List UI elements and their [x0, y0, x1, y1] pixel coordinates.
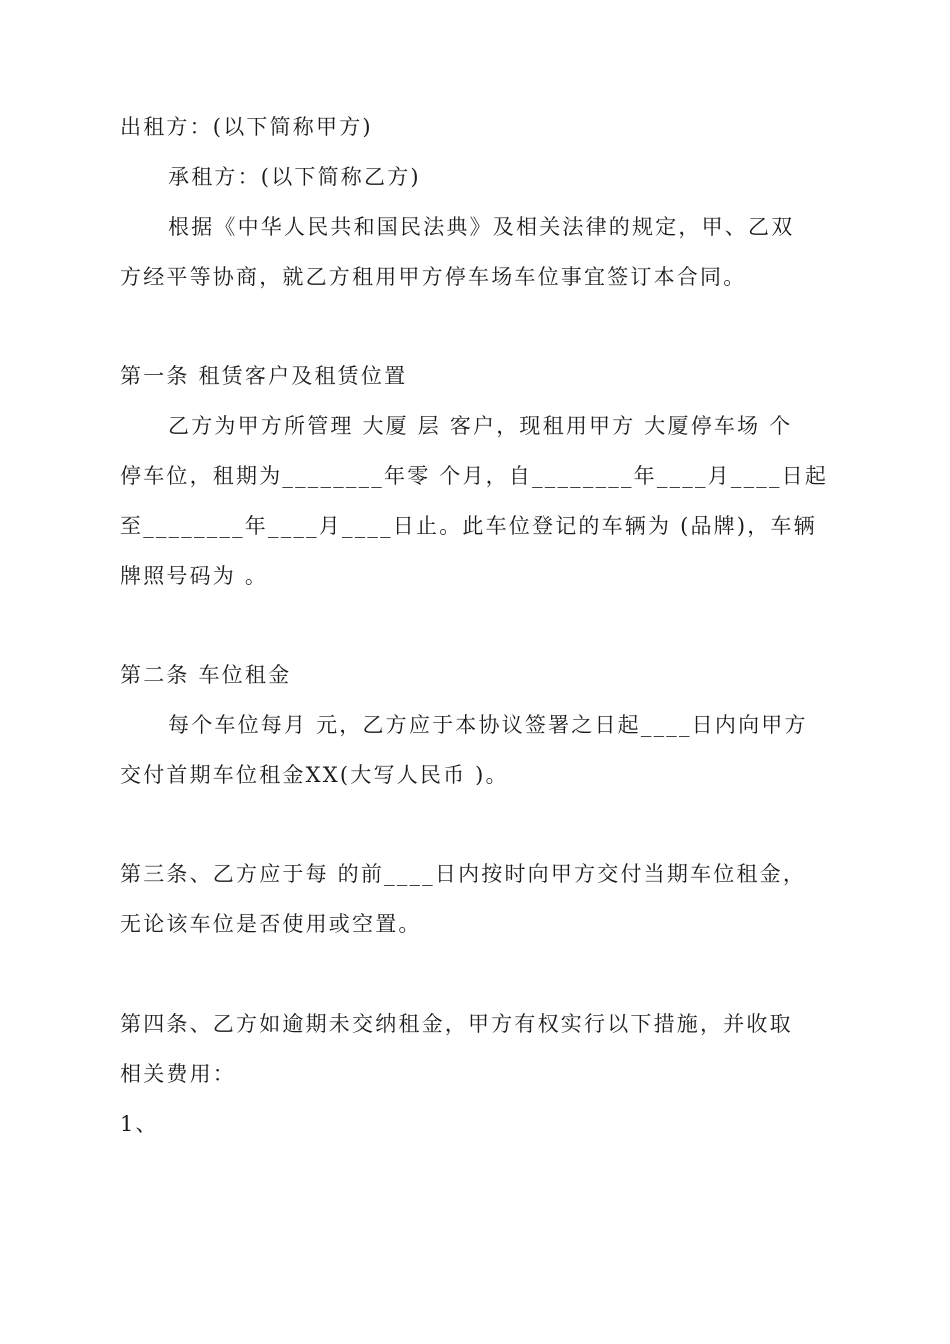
article4-line-1: 第四条、乙方如逾期未交纳租金，甲方有权实行以下措施，并收取	[120, 1012, 793, 1036]
article2-line-1: 每个车位每月 元，乙方应于本协议签署之日起____日内向甲方	[168, 713, 808, 737]
article1-heading: 第一条 租赁客户及租赁位置	[120, 364, 408, 388]
preamble-line-2: 方经平等协商，就乙方租用甲方停车场车位事宜签订本合同。	[120, 265, 747, 289]
article3-line-2: 无论该车位是否使用或空置。	[120, 912, 422, 936]
article2-line-2: 交付首期车位租金XX(大写人民币 )。	[120, 763, 509, 787]
article1-line-4: 牌照号码为 。	[120, 564, 269, 588]
lessee-line: 承租方：(以下简称乙方)	[168, 165, 421, 189]
article4-line-2: 相关费用：	[120, 1062, 236, 1086]
article1-line-3: 至________年____月____日止。此车位登记的车辆为 (品牌)，车辆	[120, 514, 817, 538]
article3-line-1: 第三条、乙方应于每 的前____日内按时向甲方交付当期车位租金，	[120, 862, 807, 886]
article4-item-1: 1、	[120, 1112, 159, 1136]
lessor-line: 出租方：(以下简称甲方)	[120, 115, 373, 139]
article2-heading: 第二条 车位租金	[120, 663, 292, 687]
article1-line-2: 停车位，租期为________年零 个月，自________年____月____日起	[120, 464, 829, 488]
article1-line-1: 乙方为甲方所管理 大厦 层 客户，现租用甲方 大厦停车场 个	[168, 414, 793, 438]
preamble-line-1: 根据《中华人民共和国民法典》及相关法律的规定，甲、乙双	[168, 215, 795, 239]
